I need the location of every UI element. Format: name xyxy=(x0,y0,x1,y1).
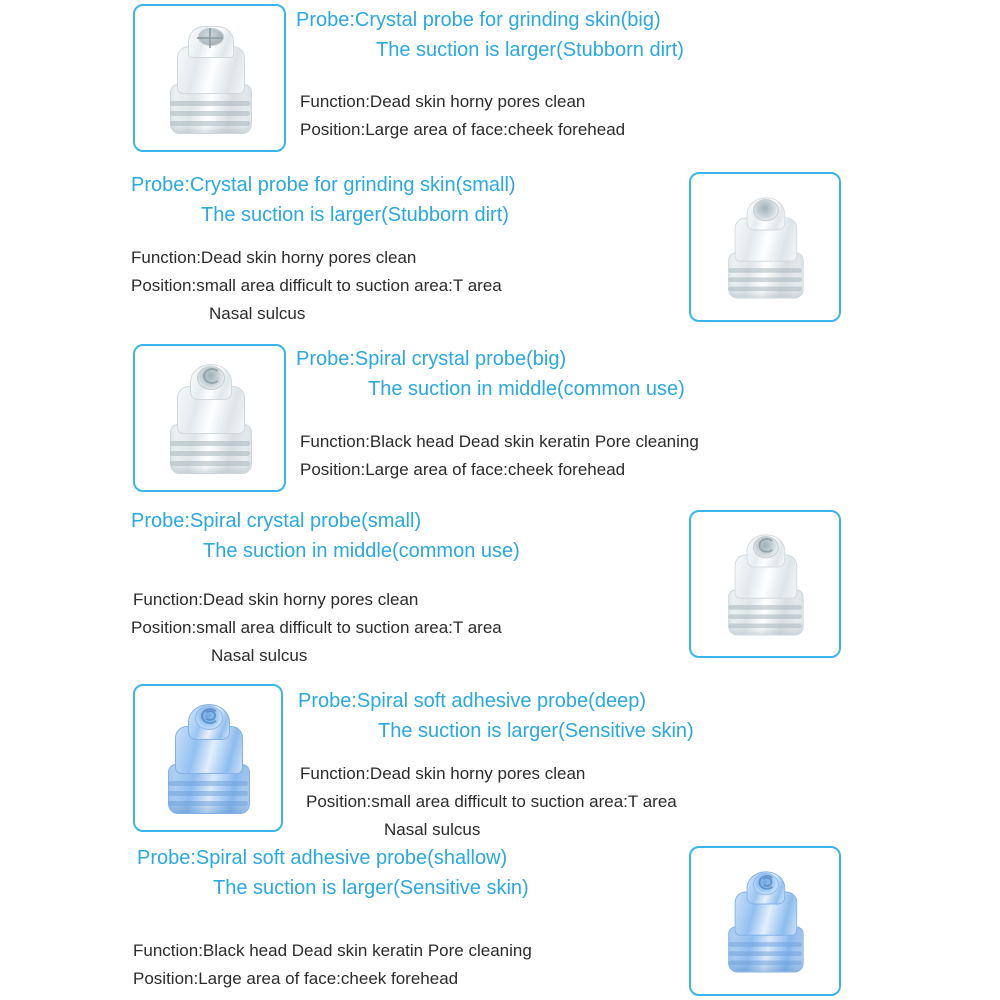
crystal-probe-small-details xyxy=(131,244,502,328)
probe-spiral-swirl-inner xyxy=(761,877,772,887)
probe-suction-hole xyxy=(753,199,779,221)
probe-illustration xyxy=(164,22,256,134)
probe-spiral-swirl xyxy=(759,538,776,553)
position-line: Position:small area difficult to suction area:T area xyxy=(131,276,502,295)
probe-ring xyxy=(728,605,802,610)
heading-line-1: Probe:Spiral soft adhesive probe(deep) xyxy=(298,690,646,712)
crystal-probe-big-details xyxy=(300,88,625,144)
position-line-2: Nasal sulcus xyxy=(211,646,308,665)
position-line: Position:small area difficult to suction area:T area xyxy=(306,792,677,811)
heading-line-2: The suction in middle(common use) xyxy=(368,378,685,400)
function-line: Function:Dead skin horny pores clean xyxy=(300,92,586,111)
spiral-crystal-probe-big-image-box xyxy=(133,344,286,492)
probe-ring xyxy=(170,101,250,106)
probe-ring xyxy=(728,942,802,947)
probe-ring xyxy=(728,624,802,629)
crystal-probe-small-image-box xyxy=(689,172,841,322)
heading-line-1: Probe:Spiral soft adhesive probe(shallow) xyxy=(137,847,508,869)
probe-illustration xyxy=(723,195,808,298)
position-line: Position:small area difficult to suction area:T area xyxy=(131,618,502,637)
spiral-crystal-probe-small-heading xyxy=(131,506,520,566)
spiral-crystal-probe-small-details xyxy=(133,586,502,670)
position-line: Position:Large area of face:cheek forehead xyxy=(133,969,459,988)
crystal-probe-big-heading xyxy=(296,5,684,65)
probe-ring xyxy=(168,781,248,786)
function-line: Function:Black head Dead skin keratin Pore cleaning xyxy=(300,432,699,451)
probe-illustration xyxy=(723,869,808,972)
heading-line-2: The suction in middle(common use) xyxy=(203,540,520,562)
probe-ring xyxy=(170,461,250,466)
crystal-probe-big-image xyxy=(135,6,284,150)
heading-line-1: Probe:Spiral crystal probe(big) xyxy=(296,348,567,370)
heading-line-2: The suction is larger(Sensitive skin) xyxy=(378,720,694,742)
probe-illustration xyxy=(164,362,256,474)
spiral-crystal-probe-big-details xyxy=(300,428,699,484)
position-line: Position:Large area of face:cheek forehead xyxy=(300,460,626,479)
crystal-probe-small-image xyxy=(691,174,839,320)
heading-line-2: The suction is larger(Stubborn dirt) xyxy=(376,39,684,61)
heading-line-1: Probe:Crystal probe for grinding skin(small) xyxy=(131,174,516,196)
spiral-soft-adhesive-probe-shallow-heading xyxy=(137,843,529,903)
probe-ring xyxy=(728,614,802,619)
probe-ring xyxy=(728,268,802,273)
probe-ring xyxy=(728,961,802,966)
function-line: Function:Dead skin horny pores clean xyxy=(133,590,419,609)
position-line-2: Nasal sulcus xyxy=(384,820,481,839)
crystal-probe-small-heading xyxy=(131,170,516,230)
function-line: Function:Dead skin horny pores clean xyxy=(300,764,586,783)
spiral-soft-adhesive-probe-deep-details xyxy=(300,760,677,844)
probe-ring xyxy=(170,121,250,126)
spiral-crystal-probe-small-image xyxy=(691,512,839,656)
spiral-soft-adhesive-probe-shallow-details xyxy=(133,937,532,993)
probe-ring xyxy=(728,951,802,956)
crystal-probe-big-image-box xyxy=(133,4,286,152)
heading-line-1: Probe:Crystal probe for grinding skin(big) xyxy=(296,9,661,31)
spiral-crystal-probe-big-image xyxy=(135,346,284,490)
spiral-soft-adhesive-probe-shallow-image-box xyxy=(689,846,841,996)
probe-spiral-swirl-inner xyxy=(204,710,216,721)
spiral-soft-adhesive-probe-shallow-image xyxy=(691,848,839,994)
probe-ring xyxy=(728,287,802,292)
function-line: Function:Dead skin horny pores clean xyxy=(131,248,417,267)
heading-line-2: The suction is larger(Sensitive skin) xyxy=(213,877,529,899)
probe-illustration xyxy=(723,532,808,635)
probe-ring xyxy=(170,111,250,116)
spiral-crystal-probe-small-image-box xyxy=(689,510,841,658)
probe-ring xyxy=(168,801,248,806)
position-line: Position:Large area of face:cheek forehead xyxy=(300,120,626,139)
spiral-crystal-probe-big-heading xyxy=(296,344,685,404)
probe-cross-bar xyxy=(209,28,211,48)
position-line-2: Nasal sulcus xyxy=(209,304,306,323)
probe-illustration xyxy=(162,702,254,814)
heading-line-1: Probe:Spiral crystal probe(small) xyxy=(131,510,422,532)
heading-line-2: The suction is larger(Stubborn dirt) xyxy=(201,204,509,226)
function-line: Function:Black head Dead skin keratin Pore cleaning xyxy=(133,941,532,960)
probe-ring xyxy=(168,791,248,796)
probe-spiral-swirl xyxy=(203,368,221,384)
probe-ring xyxy=(170,441,250,446)
spiral-soft-adhesive-probe-deep-heading xyxy=(298,686,694,746)
probe-ring xyxy=(728,277,802,282)
spiral-soft-adhesive-probe-deep-image xyxy=(135,686,281,830)
probe-ring xyxy=(170,451,250,456)
spiral-soft-adhesive-probe-deep-image-box xyxy=(133,684,283,832)
